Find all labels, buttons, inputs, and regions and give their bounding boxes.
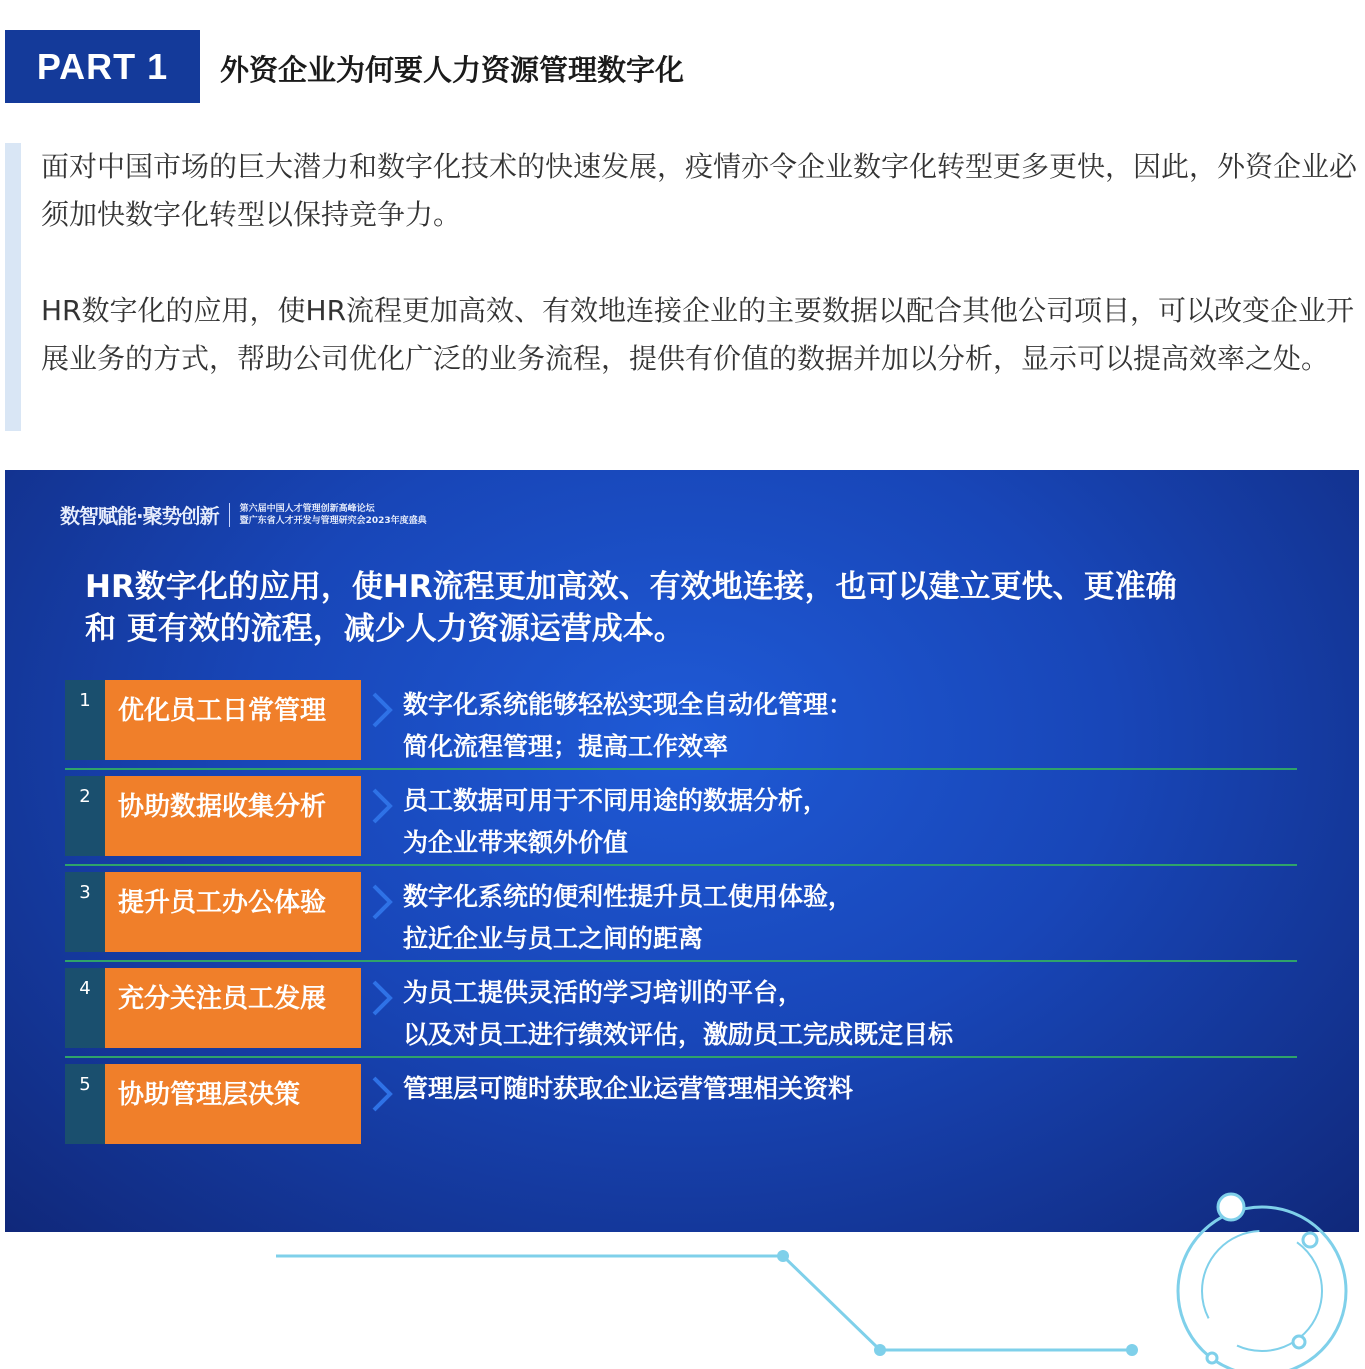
slide-logo-subtitle-line1: 第六届中国人才管理创新高峰论坛	[239, 503, 375, 514]
benefit-label: 协助管理层决策	[105, 1064, 361, 1144]
benefit-description-line1: 数字化系统能够轻松实现全自动化管理：	[403, 690, 854, 719]
benefit-label: 提升员工办公体验	[105, 872, 361, 952]
benefit-description-line1: 管理层可随时获取企业运营管理相关资料	[403, 1074, 854, 1103]
circuit-line-decoration	[276, 1256, 1132, 1350]
slide-logo-subtitle-line2: 暨广东省人才开发与管理研究会2023年度盛典	[239, 515, 427, 526]
benefit-label: 协助数据收集分析	[105, 776, 361, 856]
benefit-label: 优化员工日常管理	[105, 680, 361, 760]
benefit-description-line1: 数字化系统的便利性提升员工使用体验，	[403, 882, 854, 911]
slide-heading-line2: 和 更有效的流程，减少人力资源运营成本。	[85, 611, 685, 647]
section-title: 外资企业为何要人力资源管理数字化	[220, 52, 685, 87]
ring-decoration	[1178, 1194, 1346, 1369]
benefit-description-line2: 以及对员工进行绩效评估，激励员工完成既定目标	[403, 1020, 954, 1049]
slide-logo-main: 数智赋能·聚势创新	[60, 504, 219, 528]
benefit-number: 2	[65, 776, 105, 856]
intro-paragraph-2: HR数字化的应用，使HR流程更加高效、有效地连接企业的主要数据以配合其他公司项目，可以改变企业开展业务的方式，帮助公司优化广泛的业务流程，提供有价值的数据并加以分析，显示可以提高效率之处。	[41, 294, 1355, 375]
benefit-number: 5	[65, 1064, 105, 1144]
benefit-number: 3	[65, 872, 105, 952]
benefit-description-line1: 员工数据可用于不同用途的数据分析，	[403, 786, 829, 815]
benefit-description-line1: 为员工提供灵活的学习培训的平台，	[403, 978, 804, 1007]
intro-paragraph-1: 面对中国市场的巨大潜力和数字化技术的快速发展，疫情亦令企业数字化转型更多更快，因此，外资企业必须加快数字化转型以保持竞争力。	[41, 150, 1358, 231]
part-badge: PART 1	[5, 30, 200, 103]
benefit-number: 1	[65, 680, 105, 760]
slide-heading-line1: HR数字化的应用，使HR流程更加高效、有效地连接，也可以建立更快、更准确	[85, 569, 1177, 605]
benefit-number: 4	[65, 968, 105, 1048]
benefit-description-line2: 拉近企业与员工之间的距离	[403, 924, 704, 953]
benefit-description-line2: 简化流程管理；提高工作效率	[403, 732, 729, 761]
benefit-description-line2: 为企业带来额外价值	[403, 828, 629, 857]
benefit-label: 充分关注员工发展	[105, 968, 361, 1048]
